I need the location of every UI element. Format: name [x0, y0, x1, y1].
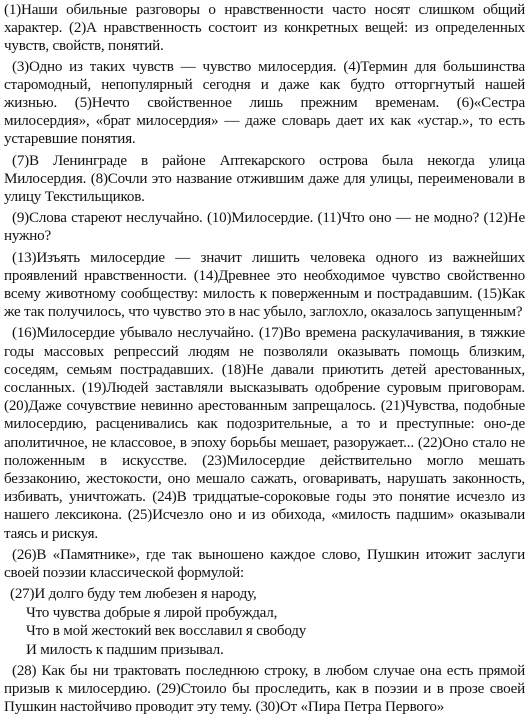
paragraph: (1)Наши обильные разговоры о нравственности часто носят слишком общий характер. (2)А нравственность состоит из конкретных вещей: из определенных чувств, свойств, понятий.: [4, 2, 525, 55]
paragraph: (3)Одно из таких чувств — чувство милосердия. (4)Термин для большинства старомодный, непопулярный сегодня и даже как будто отторгнутый нашей жизнью. (5)Нечто свойственное лишь прежним временам. (6)«Сестра милосердия», «брат милосердия» — даже словарь дает их как «устар.», то есть устаревшие понятия.: [4, 58, 525, 148]
paragraph: (26)В «Памятнике», где так выношено каждое слово, Пушкин итожит заслуги своей поэзии классической формулой:: [4, 546, 525, 582]
poem-line: Что в мой жестокий век восславил я свободу: [26, 623, 307, 640]
poem-line: Что чувства добрые я лирой пробуждал,: [26, 604, 278, 621]
poem-line: И милость к падшим призывал.: [26, 642, 224, 659]
paragraph: (7)В Ленинграде в районе Аптекарского острова была некогда улица Милосердия. (8)Сочли это название отжившим даже для улицы, переименовали в улицу Текстильщиков.: [4, 152, 525, 206]
paragraph: (13)Изъять милосердие — значит лишить человека одного из важнейших проявлений нравственности. (14)Древнее это необходимое чувство свойственно всему животному сообществу: милость к поверженным и пострадавшим. (15)Как же так получилось, что чувство это в нас убыло, заглохло, оказалось запущенным?: [4, 249, 525, 321]
paragraph: (16)Милосердие убывало неслучайно. (17)Во времена раскулачивания, в тяжкие годы массовых репрессий людям не позволяли оказывать помощь близким, соседям, семьям пострадавших. (18)Не давали приютить детей арестованных, сосланных. (19)Людей заставляли высказывать одобрение суровым приговорам. (20)Даже сочувствие невинно арестованным запрещалось. (21)Чувства, подобные милосердию, расценивались как подозрительные, а то и преступные: оно-де аполитичное, не классовое, в эпоху борьбы мешает, разоружает... (22)Оно стало не положенным в искусстве. (23)Милосердие действительно могло мешать беззаконию, жестокости, оно мешало сажать, оговаривать, нарушать законность, избивать, уничтожать. (24)В тридцатые-сороковые годы это понятие исчезло из нашего лексикона. (25)Исчезло оно и из обихода, «милость падшим» оказывали таясь и рискуя.: [4, 325, 525, 542]
poem-quote: [4, 585, 525, 659]
paragraph-closing: (28) Как бы ни трактовать последнюю строку, в любом случае она есть прямой призыв к милосердию. (29)Стоило бы проследить, как в поэзии и в прозе своей Пушкин настойчиво проводит эту тему. (30)От «Пира Петра Первого»: [4, 662, 525, 716]
paragraph: (9)Слова стареют неслучайно. (10)Милосердие. (11)Что оно — не модно? (12)Не нужно?: [4, 210, 525, 245]
poem-line: (27)И долго буду тем любезен я народу,: [10, 586, 257, 603]
